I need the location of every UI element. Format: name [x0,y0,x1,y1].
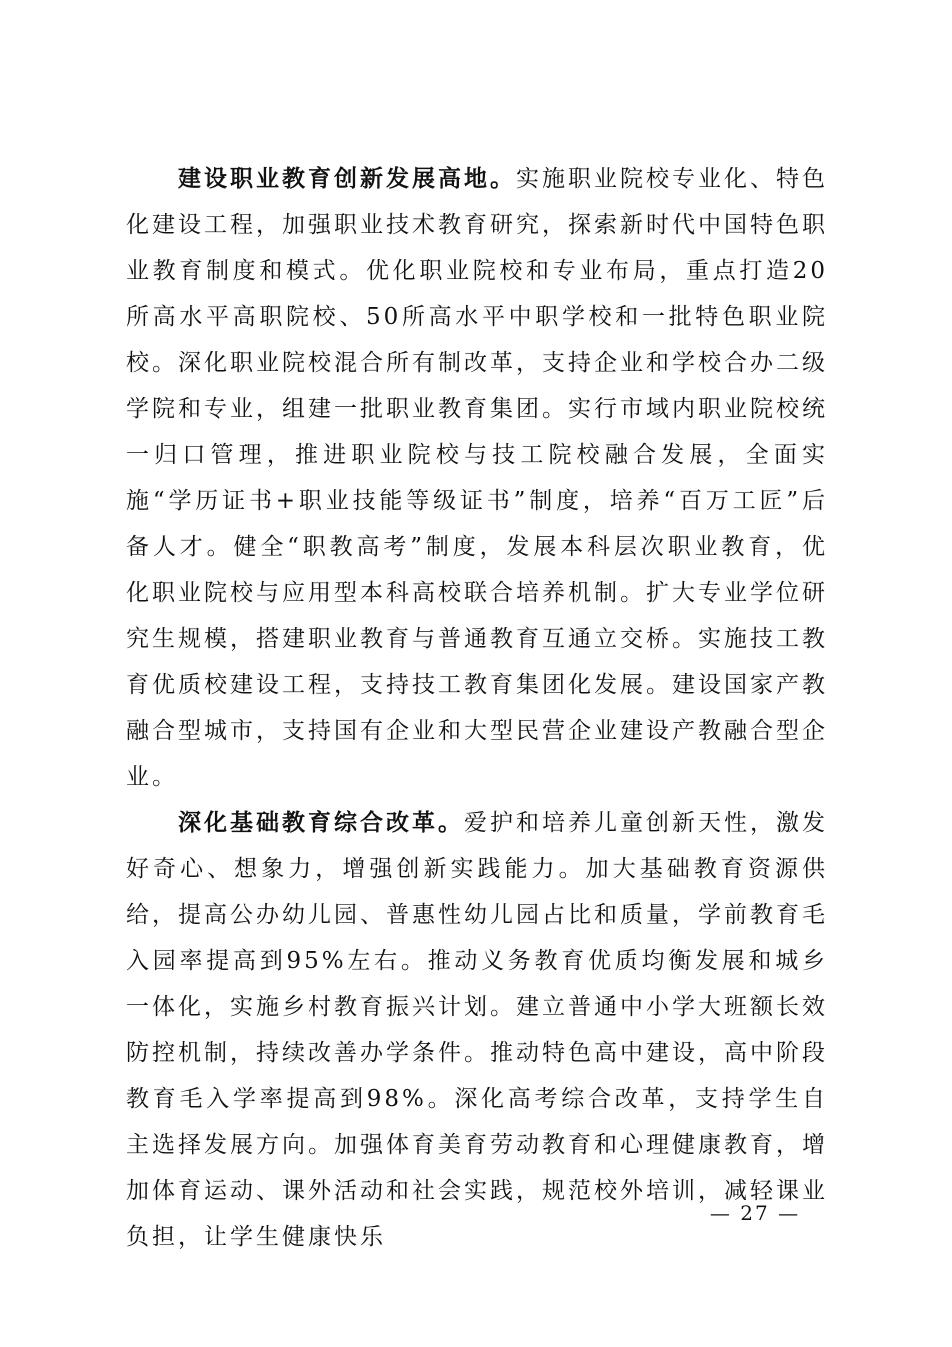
document-body [126,156,828,1260]
paragraph-vocational-education [126,156,828,800]
paragraph-basic-education [126,800,828,1260]
paragraph-body-text: 爱护和培养儿童创新天性，激发好奇心、想象力，增强创新实践能力。加大基础教育资源供给，提高公办幼儿园、普惠性幼儿园占比和质量，学前教育毛入园率提高到95%左右。推动义务教育优质均衡发展和城乡一体化，实施乡村教育振兴计划。建立普通中小学大班额长效防控机制，持续改善办学条件。推动特色高中建设，高中阶段教育毛入学率提高到98%。深化高考综合改革，支持学生自主选择发展方向。加强体育美育劳动教育和心理健康教育，增加体育运动、课外活动和社会实践，规范校外培训，减轻课业负担，让学生健康快乐 [126,810,828,1250]
paragraph-lead-heading: 深化基础教育综合改革。 [178,809,464,836]
paragraph-body-text: 实施职业院校专业化、特色化建设工程，加强职业技术教育研究，探索新时代中国特色职业教育制度和模式。优化职业院校和专业布局，重点打造20所高水平高职院校、50所高水平中职学校和一批特色职业院校。深化职业院校混合所有制改革，支持企业和学校合办二级学院和专业，组建一批职业教育集团。实行市域内职业院校统一归口管理，推进职业院校与技工院校融合发展，全面实施“学历证书+职业技能等级证书”制度，培养“百万工匠”后备人才。健全“职教高考”制度，发展本科层次职业教育，优化职业院校与应用型本科高校联合培养机制。扩大专业学位研究生规模，搭建职业教育与普通教育互通立交桥。实施技工教育优质校建设工程，支持技工教育集团化发展。建设国家产教融合型城市，支持国有企业和大型民营企业建设产教融合型企业。 [126,166,828,790]
page-number: — 27 — [709,1201,801,1225]
paragraph-lead-heading: 建设职业教育创新发展高地。 [178,165,516,192]
